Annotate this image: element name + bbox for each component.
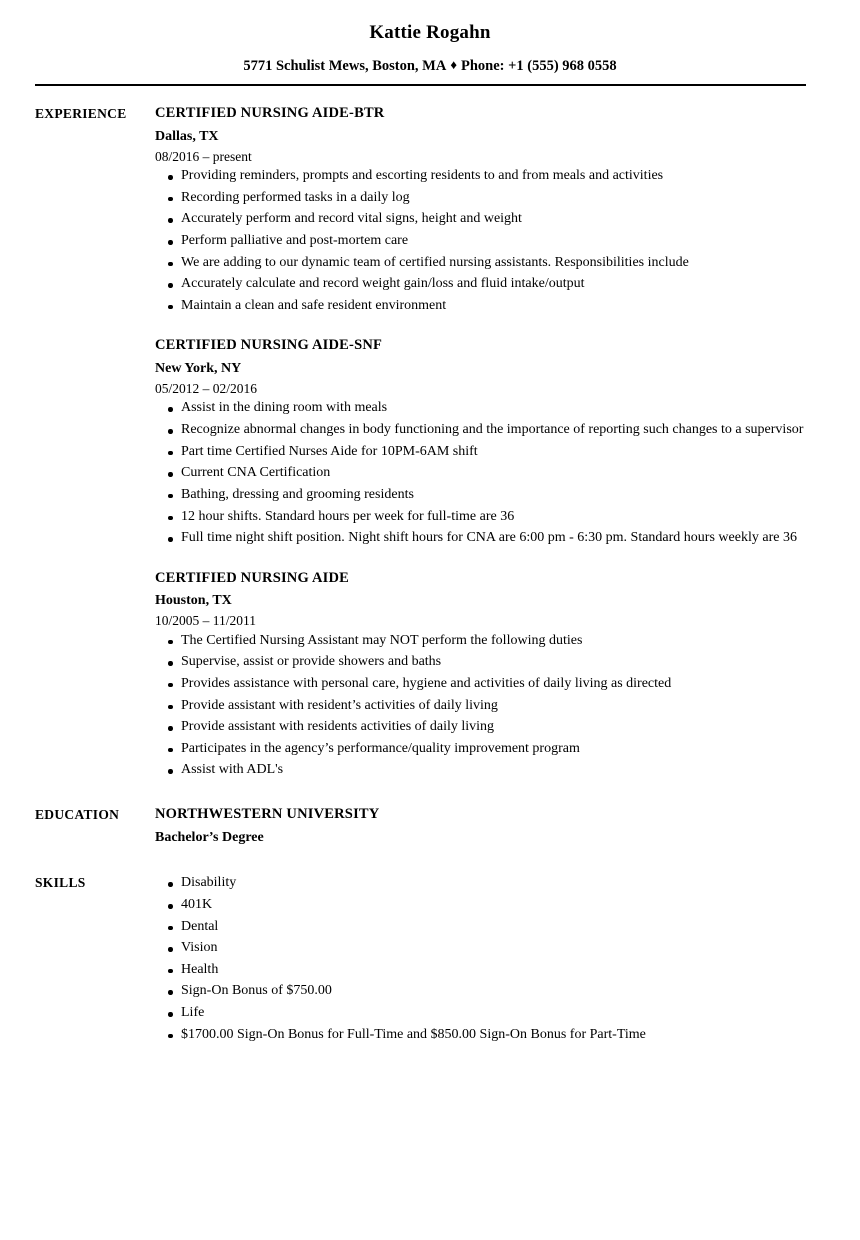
candidate-name: Kattie Rogahn	[369, 22, 491, 43]
education-school: NORTHWESTERN UNIVERSITY	[155, 805, 380, 822]
job-dates: 05/2012 – 02/2016	[155, 380, 258, 396]
experience-entries	[155, 104, 820, 780]
list-item: Bathing, dressing and grooming residents	[155, 486, 820, 505]
list-item: Recognize abnormal changes in body functioning and the importance of reporting such changes to a supervisor	[155, 421, 820, 440]
resume-header	[0, 0, 860, 86]
resume-body	[0, 104, 860, 1044]
skills-entries	[155, 873, 820, 1044]
job-location: Houston, TX	[155, 593, 232, 609]
contact-address: 5771 Schulist Mews, Boston, MA	[243, 57, 447, 74]
education-entries	[155, 805, 820, 847]
list-item: Providing reminders, prompts and escorting residents to and from meals and activities	[155, 167, 820, 186]
experience-entry	[155, 569, 820, 780]
list-item: Recording performed tasks in a daily log	[155, 189, 820, 208]
list-item: Assist with ADL's	[155, 761, 820, 780]
section-skills	[35, 873, 820, 1044]
experience-entry	[155, 104, 820, 315]
list-item: Vision	[155, 939, 820, 958]
list-item: Provide assistant with resident’s activities of daily living	[155, 697, 820, 716]
list-item: The Certified Nursing Assistant may NOT perform the following duties	[155, 632, 820, 651]
experience-entry	[155, 336, 820, 547]
skills-list	[155, 874, 820, 1044]
job-responsibility-list	[155, 399, 820, 547]
list-item: Life	[155, 1004, 820, 1023]
list-item: Participates in the agency’s performance/quality improvement program	[155, 740, 820, 759]
contact-phone: Phone: +1 (555) 968 0558	[460, 57, 617, 74]
job-title: CERTIFIED NURSING AIDE	[155, 569, 350, 586]
section-education	[35, 805, 820, 847]
job-title: CERTIFIED NURSING AIDE-BTR	[155, 105, 385, 122]
list-item: Supervise, assist or provide showers and baths	[155, 653, 820, 672]
job-dates: 08/2016 – present	[155, 148, 252, 164]
list-item: Full time night shift position. Night shift hours for CNA are 6:00 pm - 6:30 pm. Standard hours weekly are 36	[155, 529, 820, 548]
list-item: Disability	[155, 874, 820, 893]
list-item: We are adding to our dynamic team of certified nursing assistants. Responsibilities include	[155, 254, 820, 273]
job-responsibility-list	[155, 632, 820, 780]
section-label-skills: SKILLS	[35, 875, 86, 891]
list-item: $1700.00 Sign-On Bonus for Full-Time and $850.00 Sign-On Bonus for Part-Time	[155, 1026, 820, 1045]
list-item: 12 hour shifts. Standard hours per week for full-time are 36	[155, 508, 820, 527]
job-location: New York, NY	[155, 361, 242, 377]
list-item: 401K	[155, 896, 820, 915]
job-location: Dallas, TX	[155, 128, 219, 144]
list-item: Accurately perform and record vital signs, height and weight	[155, 210, 820, 229]
list-item: Current CNA Certification	[155, 464, 820, 483]
education-degree: Bachelor’s Degree	[155, 829, 264, 845]
section-label-experience: EXPERIENCE	[35, 106, 127, 122]
list-item: Perform palliative and post-mortem care	[155, 232, 820, 251]
list-item: Part time Certified Nurses Aide for 10PM-6AM shift	[155, 443, 820, 462]
list-item: Provides assistance with personal care, hygiene and activities of daily living as directed	[155, 675, 820, 694]
list-item: Dental	[155, 918, 820, 937]
list-item: Maintain a clean and safe resident environment	[155, 297, 820, 316]
list-item: Health	[155, 961, 820, 980]
header-divider	[35, 84, 806, 86]
list-item: Sign-On Bonus of $750.00	[155, 982, 820, 1001]
list-item: Provide assistant with residents activities of daily living	[155, 718, 820, 737]
job-responsibility-list	[155, 167, 820, 315]
list-item: Assist in the dining room with meals	[155, 399, 820, 418]
contact-line	[0, 57, 860, 75]
section-experience	[35, 104, 820, 780]
job-dates: 10/2005 – 11/2011	[155, 613, 256, 629]
job-title: CERTIFIED NURSING AIDE-SNF	[155, 337, 383, 354]
diamond-separator-icon: ♦	[450, 56, 457, 72]
section-label-education: EDUCATION	[35, 806, 120, 822]
list-item: Accurately calculate and record weight gain/loss and fluid intake/output	[155, 275, 820, 294]
